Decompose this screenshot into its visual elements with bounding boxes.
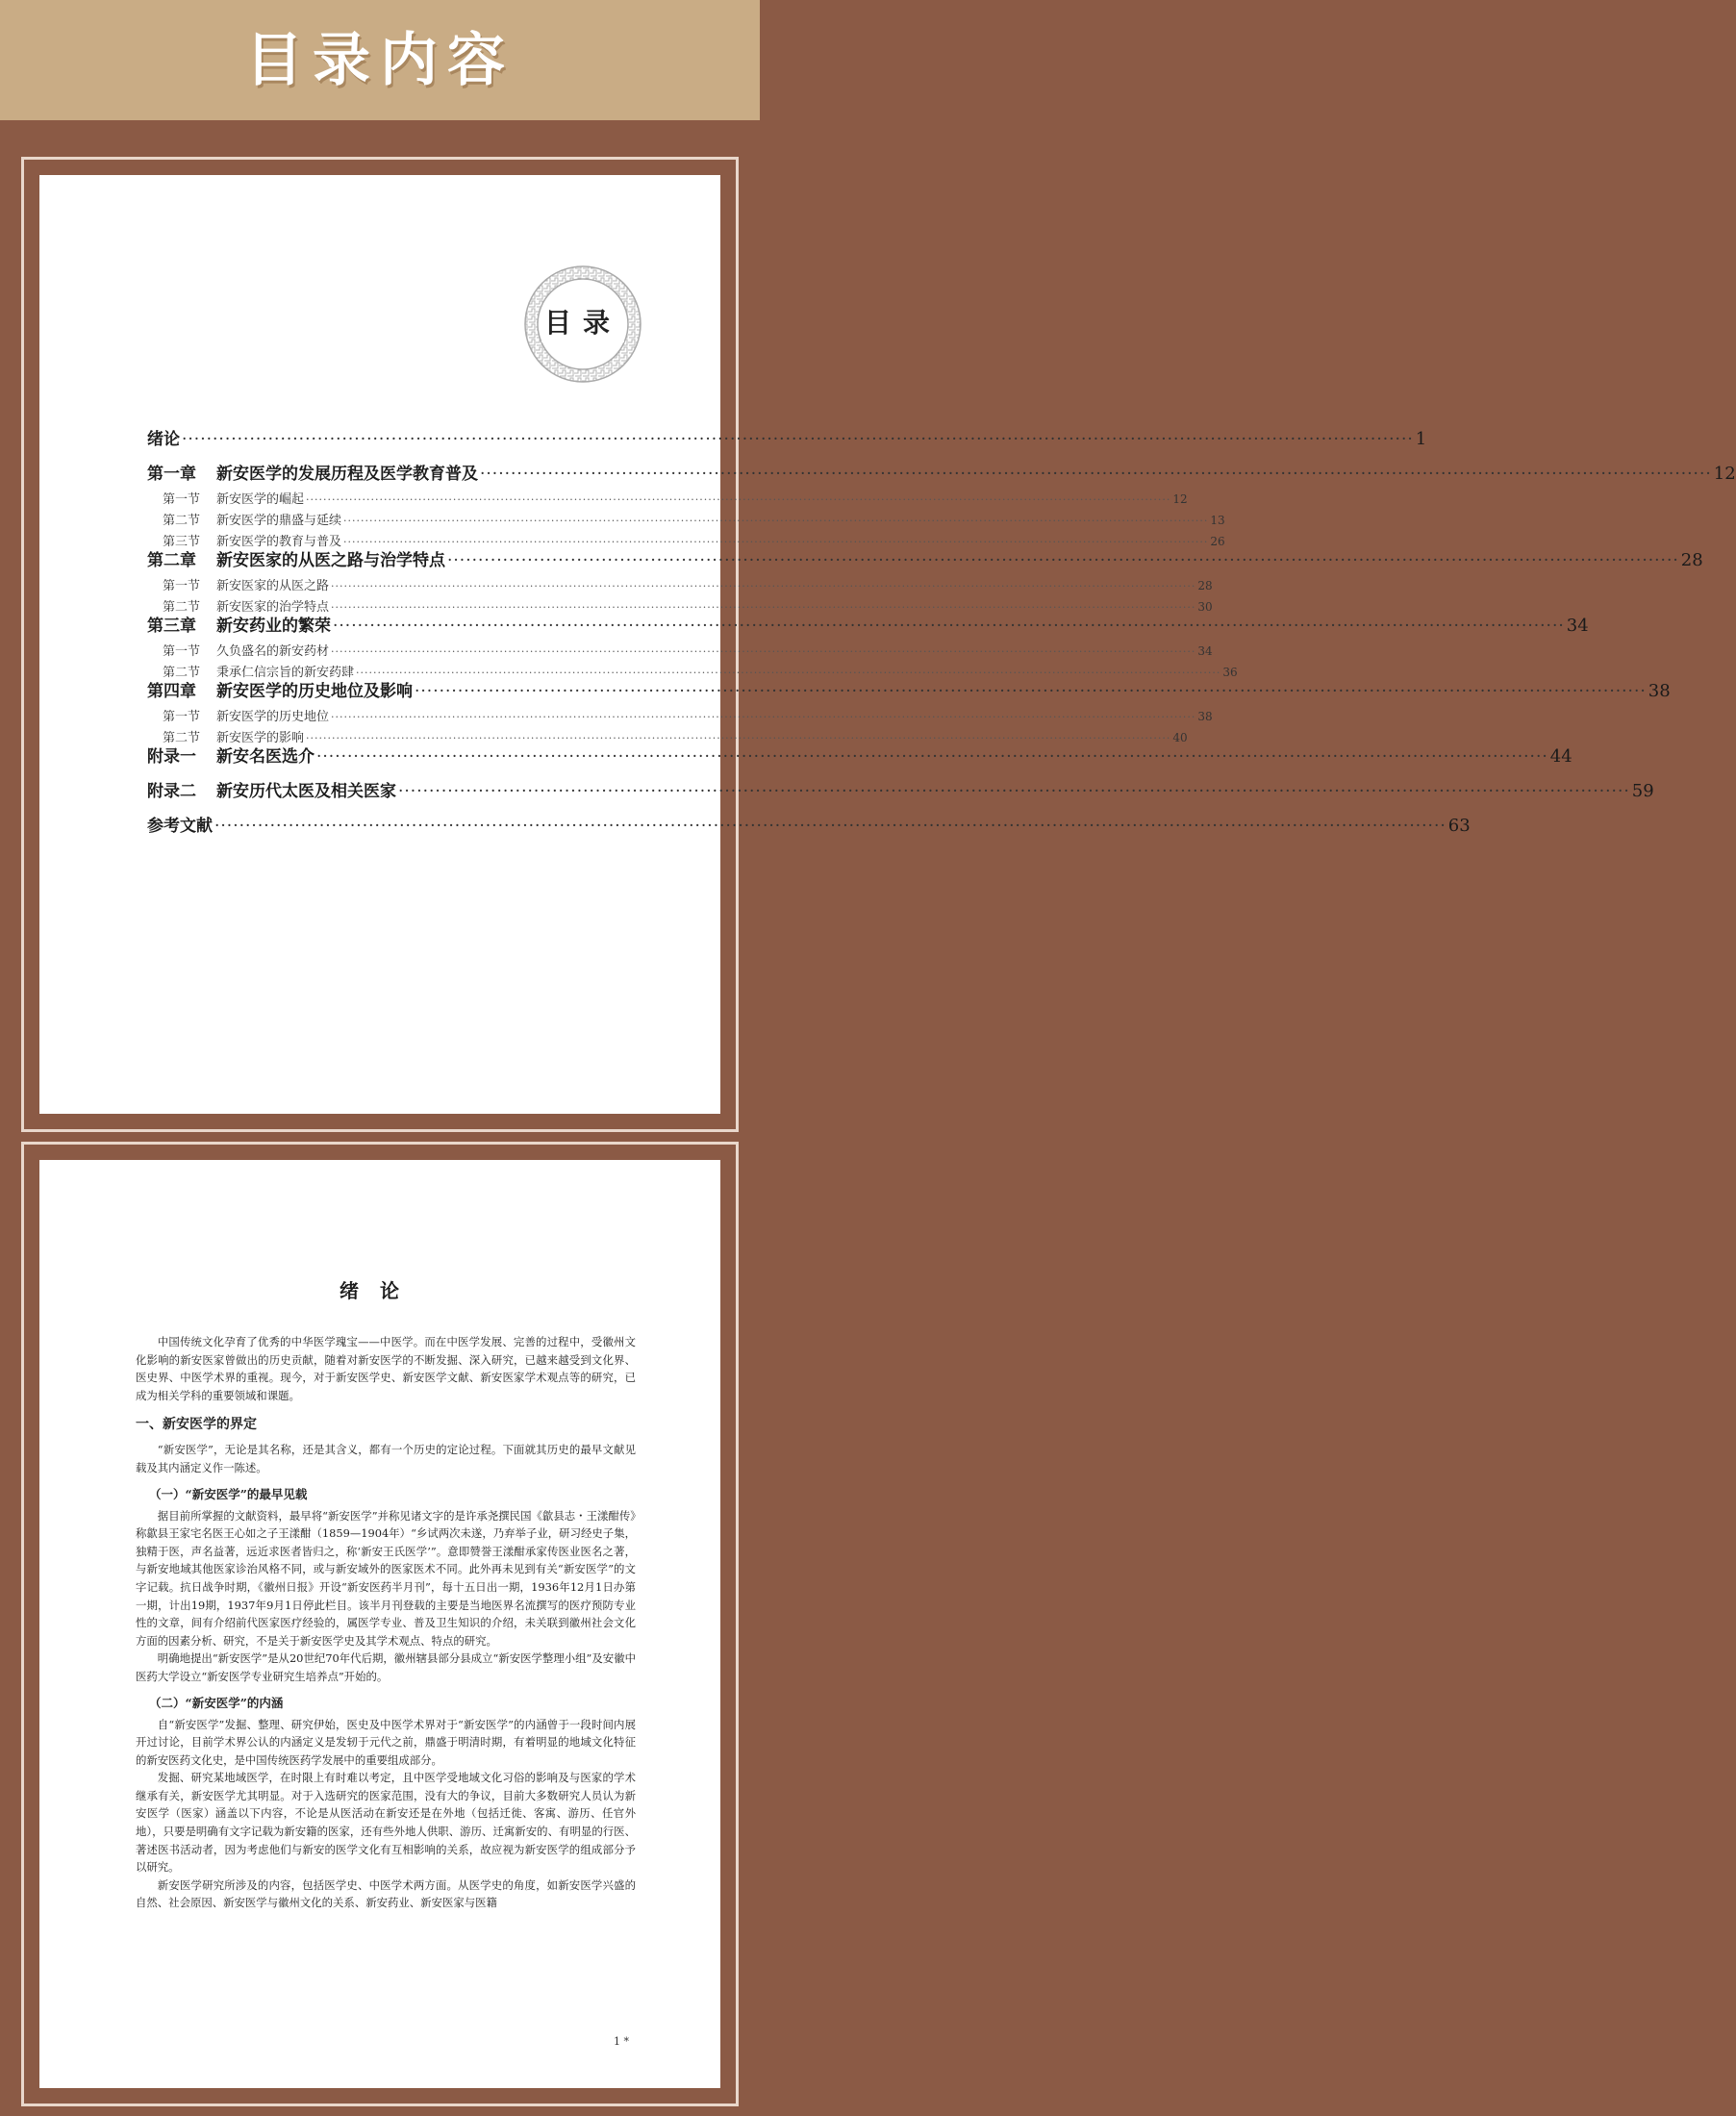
toc-section-entry (147, 575, 1213, 593)
toc-entry-title: 新安医学的历史地位及影响 (216, 682, 413, 701)
toc-entry-page: 38 (1197, 710, 1213, 723)
toc-leader-dots: ········································································································································································································ (343, 515, 1209, 527)
toc-entry-page: 26 (1210, 535, 1225, 548)
toc-leader-dots: ········································································································································································································ (331, 645, 1196, 658)
preface-sheet (39, 1160, 720, 2088)
toc-entry-title: 新安医学的教育与普及 (216, 535, 342, 549)
toc-entry-label (163, 641, 329, 659)
toc-entry-label (147, 612, 331, 636)
toc-leader-dots: ········································································································································································································ (356, 667, 1221, 679)
toc-leader-dots: ········································································································································································································ (480, 465, 1712, 484)
toc-chapter-entry (147, 677, 1671, 701)
toc-entry-title: 新安历代太医及相关医家 (216, 782, 396, 801)
subsection-heading: （二）“新安医学”的内涵 (149, 1695, 284, 1710)
toc-leader-dots: ········································································································································································································ (343, 536, 1209, 548)
toc-entry-page: 38 (1648, 681, 1671, 701)
header-banner (0, 0, 760, 120)
toc-entry-number: 第四章 (147, 682, 196, 701)
preface-title: 绪论 (340, 1279, 420, 1302)
toc-entry-number: 第二节 (163, 514, 201, 528)
toc-entry-title: 新安医家的治学特点 (216, 600, 330, 615)
toc-chapter-entry (147, 612, 1589, 636)
toc-entry-title: 新安医学的影响 (216, 731, 305, 745)
banner-title: 目录内容 (245, 27, 515, 94)
toc-entry-title: 绪论 (147, 430, 180, 449)
toc-entry-page: 36 (1222, 666, 1238, 679)
paragraph: 新安医学研究所涉及的内容，包括医学史、中医学术两方面。从医学史的角度，如新安医学兴盛的自然、社会原因、新安医学与徽州文化的关系、新安药业、新安医家与医籍 (136, 1877, 636, 1910)
toc-leader-dots: ········································································································································································································ (182, 430, 1414, 449)
toc-entry-page: 1 (1415, 429, 1427, 449)
toc-entry-label (147, 425, 180, 449)
section-heading: 一、新安医学的界定 (136, 1417, 257, 1433)
paragraph: “新安医学”，无论是其名称，还是其含义，都有一个历史的定论过程。下面就其历史的最早文献见载及其内涵定义作一陈述。 (136, 1443, 636, 1474)
toc-entry-number: 第一节 (163, 710, 201, 724)
toc-entry-page: 12 (1713, 464, 1736, 484)
preface-body (136, 1333, 636, 1912)
toc-entry-title: 新安医学的崛起 (216, 492, 305, 507)
toc-entry-label (147, 546, 445, 570)
toc-heading: 目录 (543, 307, 621, 339)
toc-leader-dots: ········································································································································································································ (333, 617, 1565, 636)
toc-entry-number: 第二节 (163, 600, 201, 615)
toc-entry-title: 新安医学的发展历程及医学教育普及 (216, 465, 478, 484)
toc-entry-number: 第二章 (147, 551, 196, 570)
toc-frame (21, 157, 1736, 1132)
toc-chapter-entry (147, 777, 1654, 801)
toc-leader-dots: ········································································································································································································ (306, 493, 1171, 506)
toc-sheet (39, 175, 1736, 1114)
toc-chapter-entry (147, 460, 1736, 484)
toc-entry-page: 40 (1172, 731, 1188, 744)
toc-chapter-entry (147, 425, 1427, 449)
paragraph: 发掘、研究某地域医学，在时限上有时难以考定，且中医学受地域文化习俗的影响及与医家的学术继承有关，新安医学尤其明显。对于入选研究的医家范围，没有大的争议，目前大多数研究人员认为新安医学（医家）涵盖以下内容，不论是从医活动在新安还是在外地（包括迁徙、客寓、游历、任官外地），只要是明确有文字记载为新安籍的医家，还有些外地人供职、游历、迁寓新安的、有明显的行医、著述医书活动者，因为考虑他们与新安的医学文化有互相影响的关系，故应视为新安医学的组成部分予以研究。 (136, 1771, 636, 1875)
toc-chapter-entry (147, 812, 1471, 836)
subsection-heading: （一）“新安医学”的最早见载 (149, 1486, 308, 1501)
toc-entry-label (147, 460, 478, 484)
toc-leader-dots: ········································································································································································································ (331, 580, 1196, 592)
toc-entry-number: 第二节 (163, 666, 201, 680)
toc-entry-number: 第二节 (163, 731, 201, 745)
toc-section-entry (147, 706, 1213, 724)
toc-entry-page: 12 (1172, 492, 1188, 506)
toc-entry-label (147, 777, 396, 801)
toc-section-entry (147, 641, 1213, 659)
toc-entry-number: 第三章 (147, 617, 196, 636)
toc-chapter-entry (147, 743, 1572, 767)
toc-chapter-entry (147, 546, 1703, 570)
toc-entry-page: 34 (1197, 644, 1213, 658)
toc-entry-label (147, 812, 213, 836)
toc-leader-dots: ········································································································································································································ (447, 551, 1679, 570)
toc-entry-number: 第一章 (147, 465, 196, 484)
toc-entry-title: 新安名医选介 (216, 747, 314, 767)
toc-entry-label (163, 510, 341, 528)
toc-entry-number: 附录二 (147, 782, 196, 801)
toc-entry-title: 新安医家的从医之路与治学特点 (216, 551, 445, 570)
toc-entry-number: 第一节 (163, 492, 201, 507)
toc-entry-title: 久负盛名的新安药材 (216, 644, 330, 659)
toc-section-entry (147, 489, 1188, 507)
toc-entry-page: 28 (1197, 579, 1213, 592)
toc-entry-page: 28 (1680, 550, 1703, 570)
toc-entry-label (163, 575, 329, 593)
toc-leader-dots: ········································································································································································································ (316, 747, 1548, 767)
paragraph: 明确地提出“新安医学”是从20世纪70年代后期，徽州辖县部分县成立“新安医学整理小组”及安徽中医药大学设立“新安医学专业研究生培养点”开始的。 (136, 1651, 636, 1683)
toc-entry-page: 63 (1447, 816, 1471, 836)
toc-leader-dots: ········································································································································································································ (415, 682, 1647, 701)
paragraph: 自“新安医学”发掘、整理、研究伊始，医史及中医学术界对于“新安医学”的内涵曾于一段时间内展开过讨论，目前学术界公认的内涵定义是发轫于元代之前，鼎盛于明清时期，有着明显的地域文化特征的新安医药文化史，是中国传统医药学发展中的重要组成部分。 (136, 1717, 636, 1767)
toc-entry-title: 参考文献 (147, 817, 213, 836)
toc-entry-label (147, 743, 314, 767)
toc-entry-title: 新安医学的鼎盛与延续 (216, 514, 342, 528)
toc-entry-page: 13 (1210, 514, 1225, 527)
toc-entry-number: 附录一 (147, 747, 196, 767)
toc-leader-dots: ········································································································································································································ (398, 782, 1630, 801)
toc-leader-dots: ········································································································································································································ (306, 732, 1171, 744)
toc-leader-dots: ········································································································································································································ (331, 711, 1196, 723)
preface-frame (21, 1142, 739, 2106)
toc-entry-label (147, 677, 413, 701)
toc-badge (520, 262, 645, 387)
page-number: 1 * (614, 2035, 629, 2048)
toc-section-entry (147, 510, 1225, 528)
toc-entry-page: 34 (1566, 616, 1589, 636)
toc-entry-number: 第三节 (163, 535, 201, 549)
paragraph: 中国传统文化孕育了优秀的中华医学瑰宝——中医学。而在中医学发展、完善的过程中，受徽州文化影响的新安医家曾做出的历史贡献，随着对新安医学的不断发掘、深入研究，已越来越受到文化界、医史界、中医学术界的重视。现今，对于新安医学史、新安医学文献、新安医家学术观点等的研究，已成为相关学科的重要领域和课题。 (136, 1335, 636, 1402)
toc-entry-title: 新安医学的历史地位 (216, 710, 330, 724)
toc-entry-page: 59 (1631, 781, 1654, 801)
toc-entry-title: 新安医家的从医之路 (216, 579, 330, 593)
toc-entry-number: 第一节 (163, 644, 201, 659)
paragraph: 据目前所掌握的文献资料，最早将“新安医学”并称见诸文字的是许承尧撰民国《歙县志・王漾酣传》称歙县王家宅名医王心如之子王漾酣（1859—1904年）“乡试两次未遂，乃弃举子业，研习经史子集，独精于医，声名益著，远近求医者皆归之，称‘新安王氏医学’”。意即赞誉王漾酣承家传医业医名之著，与新安地域其他医家诊治风格不同，或与新安域外的医家医术不同。此外再未见到有关“新安医学”的文字记载。抗日战争时期，《徽州日报》开设“新安医药半月刊”，每十五日出一期，1936年12月1日办第一期，计出19期，1937年9月1日停此栏目。该半月刊登载的主要是当地医界名流撰写的医疗预防专业性的文章，间有介绍前代医家医疗经验的，属医学专业、普及卫生知识的介绍，未关联到徽州社会文化方面的因素分析、研究，不是关于新安医学史及其学术观点、特点的研究。 (136, 1508, 636, 1648)
toc-entry-title: 秉承仁信宗旨的新安药肆 (216, 666, 355, 680)
toc-entry-title: 新安药业的繁荣 (216, 617, 331, 636)
toc-entry-number: 第一节 (163, 579, 201, 593)
toc-entry-page: 44 (1549, 746, 1572, 767)
toc-leader-dots: ········································································································································································································ (214, 817, 1447, 836)
toc-entry-page: 30 (1197, 600, 1213, 614)
toc-entry-label (163, 489, 304, 507)
toc-entry-label (163, 706, 329, 724)
toc-leader-dots: ········································································································································································································ (331, 601, 1196, 614)
